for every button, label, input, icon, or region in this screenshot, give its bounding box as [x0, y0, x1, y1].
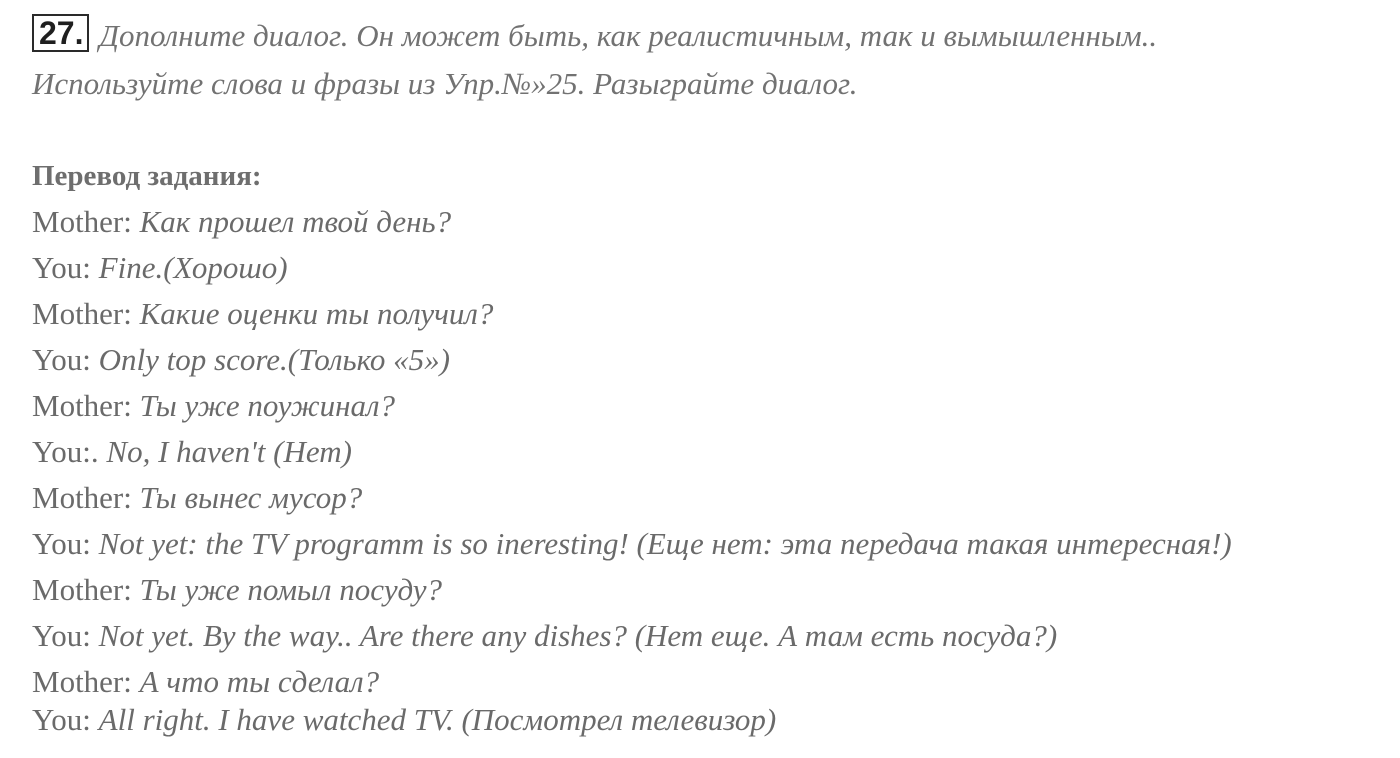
dialog-text: Какие оценки ты получил? [139, 296, 494, 331]
dialog-line [32, 342, 450, 378]
dialog-line [32, 664, 379, 700]
dialog-text: Not yet. By the way.. Are there any dishes? (Нет еще. А там есть посуда?) [98, 618, 1058, 653]
task-number-box: 27. [32, 14, 89, 52]
dialog-speaker: Mother: [32, 480, 132, 515]
dialog-speaker: You: [32, 702, 91, 737]
dialog-speaker: Mother: [32, 664, 132, 699]
dialog-line [32, 480, 362, 516]
dialog-text: All right. I have watched TV. (Посмотрел телевизор) [98, 702, 777, 737]
dialog-text: Ты вынес мусор? [139, 480, 363, 515]
dialog-line [32, 434, 352, 470]
dialog-speaker: You: [32, 250, 91, 285]
dialog-text: No, I haven't (Нет) [106, 434, 352, 469]
dialog-text: Not yet: the TV programm is so ineresting! (Еще нет: эта передача такая интересная!) [98, 526, 1232, 561]
translation-heading: Перевод задания: [32, 160, 262, 192]
dialog-line [32, 702, 776, 738]
dialog-line [32, 296, 493, 332]
dialog-line [32, 250, 288, 286]
dialog-line [32, 526, 1232, 562]
dialog-speaker: Mother: [32, 296, 132, 331]
dialog-line [32, 204, 451, 240]
dialog-text: Only top score.(Только «5») [98, 342, 450, 377]
dialog-text: Ты уже помыл посуду? [139, 572, 443, 607]
dialog-text: Как прошел твой день? [139, 204, 452, 239]
dialog-speaker: You: [32, 526, 91, 561]
task-instruction-line-1 [32, 14, 1157, 54]
dialog-text: Fine.(Хорошо) [98, 250, 288, 285]
dialog-speaker: You: [32, 342, 91, 377]
dialog-line [32, 618, 1057, 654]
dialog-line [32, 572, 442, 608]
dialog-speaker: You: [32, 618, 91, 653]
dialog-speaker: Mother: [32, 204, 132, 239]
dialog-speaker: You:. [32, 434, 99, 469]
dialog-text: Ты уже поужинал? [139, 388, 396, 423]
task-instruction-line-2: Используйте слова и фразы из Упр.№»25. Разыграйте диалог. [32, 66, 858, 101]
dialog-speaker: Mother: [32, 388, 132, 423]
task-instruction-text-1: Дополните диалог. Он может быть, как реалистичным, так и вымышленным.. [99, 18, 1158, 53]
dialog-text: А что ты сделал? [139, 664, 380, 699]
dialog-speaker: Mother: [32, 572, 132, 607]
dialog-line [32, 388, 395, 424]
